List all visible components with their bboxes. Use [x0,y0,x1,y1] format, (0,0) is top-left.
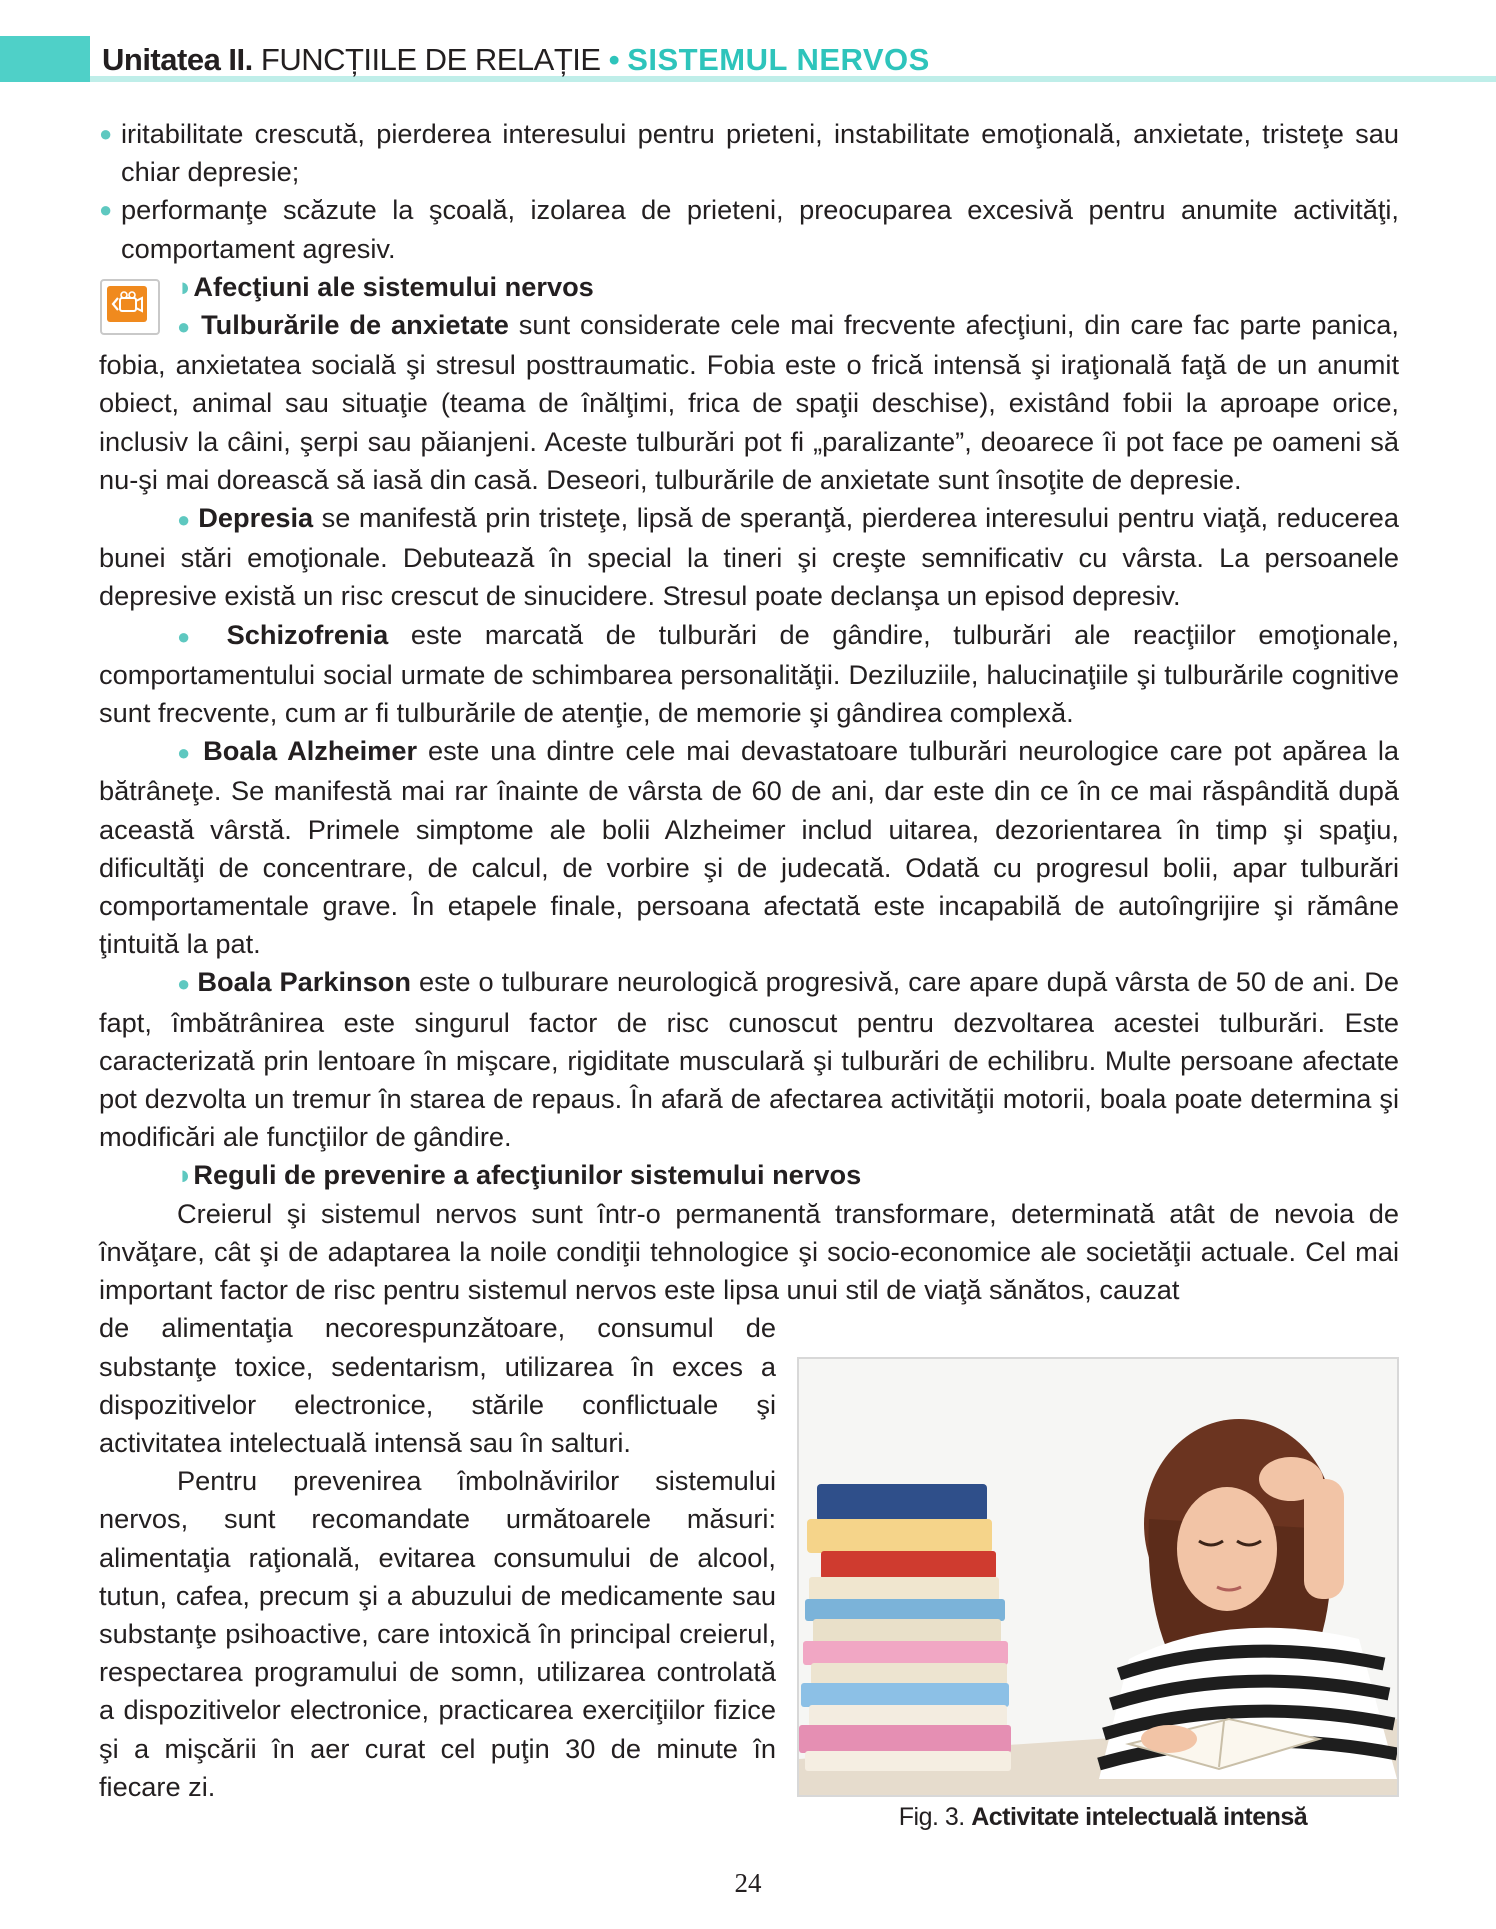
student-books-illustration [799,1359,1397,1795]
bullet-icon: ● [177,971,198,997]
disorder-term: Boala Parkinson [197,966,411,998]
prevention-paragraph-wrap: de alimentaţia necorespunzătoare, consumul de substanţe toxice, sedentarism, utilizarea în exces a dispozitivelor electronice, stările conflictuale şi activitatea intelectuală intensă sau în salturi. [99,1312,776,1458]
disorder-paragraph: ● Boala Parkinson este o tulburare neurologică progresivă, care apare după vârsta de 50 de ani. De fapt, îmbătrânirea este singurul factor de risc cunoscut pentru dezvoltarea acestei tulburări. Este caracterizată prin lentoare în mişcare, rigiditate musculară şi tulburări de echilibru. Multe persoane afectate pot dezvolta un tremur în starea de repaus. În afară de afectarea activităţii motorii, boala poate determina şi modificări ale funcţiilor de gândire. [99,966,1399,1153]
page-number: 24 [734,1868,762,1898]
header-chapter: SISTEMUL NERVOS [627,42,930,77]
bullet-icon: ● [177,314,202,340]
disorder-term: Schizofrenia [226,618,389,650]
header-section: FUNCȚIILE DE RELAȚIE [260,42,601,77]
list-item: ● performanţe scăzute la şcoală, izolarea de prieteni, preocuparea excesivă pentru anumite activităţi, comportament agresiv. [99,191,1399,267]
section-marker-icon: ◗ [177,1159,194,1191]
bullet-icon: ● [177,623,227,649]
figure-caption [803,1800,1403,1834]
bullet-icon: ● [177,740,204,766]
disorder-paragraph: ● Tulburările de anxietate sunt considerate cele mai frecvente afecţiuni, din care fac parte panica, fobia, anxietatea socială şi stresul posttraumatic. Fobia este o frică intensă şi iraţională faţă de un anumit obiect, animal sau situaţie (teama de înălţimi, frica de spaţii deschise), existând fobii la aproape orice, inclusiv la câini, şerpi sau păianjeni. Aceste tulburări pot fi „paralizante”, deoarece îi pot face pe oameni să nu-şi mai dorească să iasă din casă. Deseori, tulburările de anxietate sunt însoţite de depresie. [99,309,1399,495]
figure-photo [797,1357,1399,1797]
prevention-paragraph-intro: Creierul şi sistemul nervos sunt într-o permanentă transformare, determinată atât de nevoia de învăţare, cât şi de adaptarea la noile condiţii tehnologice şi socio-economice ale societăţii actuale. Cel mai important factor de risc pentru sistemul nervos este lipsa unui stil de viaţă sănătos, cauzat [99,1197,1399,1306]
header-accent-tab [0,36,90,82]
section-marker-icon: ◗ [177,270,194,302]
disorder-term: Boala Alzheimer [203,735,418,767]
figure-title: Activitate intelectuală intensă [971,1803,1308,1831]
figure-label: Fig. 3. [898,1803,965,1831]
disorder-paragraph: ● Schizofrenia este marcată de tulburări de gândire, tulburări ale reacţiilor emoţionale, comportamentului social urmate de schimbarea personalităţii. Deziluziile, halucinaţiile şi tulburările cognitive sunt frecvente, cum ar fi tulburările de atenţie, de memorie şi gândirea complexă. [99,618,1399,729]
header-unit: Unitatea II. [102,42,253,77]
prevention-paragraph-measures: Pentru prevenirea îmbolnăvirilor sistemului nervos, sunt recomandate următoarele măsuri: alimentaţia raţională, evitarea consumului de alcool, tutun, cafea, precum şi a abuzului de medicamente sau substanţe psihoactive, care intoxică în principal creierul, respectarea programului de somn, utilizarea controlată a dispozitivelor electronice, practicarea exerciţiilor fizice şi a mişcării în aer curat cel puţin 30 de minute în fiecare zi. [99,1465,776,1802]
bullet-icon: ● [99,197,113,223]
disorder-paragraph: ● Boala Alzheimer este una dintre cele mai devastatoare tulburări neurologice care pot apărea la bătrâneţe. Se manifestă mai rar înainte de vârsta de 60 de ani, dar este din ce în ce mai răspândită după această vârstă. Primele simptome ale bolii Alzheimer includ uitarea, dezorientarea în timp şi spaţiu, dificultăţi de concentrare, de calcul, de vorbire şi de judecată. Odată cu progresul bolii, apar tulburări comportamentale grave. În etapele finale, persoana afectată este incapabilă de autoîngrijire şi rămâne ţintuită la pat. [99,735,1399,960]
disorder-term: Tulburările de anxietate [201,309,509,341]
section-heading-afectiuni: ◗Afecţiuni ale sistemului nervos [177,270,594,302]
bullet-icon: ● [99,121,113,146]
disorder-paragraph: ● Depresia se manifestă prin tristeţe, lipsă de speranţă, pierderea interesului pentru viaţă, reducerea bunei stări emoţionale. Debutează în special la tineri şi creşte semnificativ cu vârsta. La persoanele depresive există un risc crescut de sinucidere. Stresul poate declanşa un episod depresiv. [99,502,1399,612]
section-heading-reguli: ◗Reguli de prevenire a afecţiunilor sistemului nervos [177,1159,862,1191]
bullet-icon: ● [177,507,199,533]
list-item: ● iritabilitate crescută, pierderea interesului pentru prieteni, instabilitate emoţională, anxietate, tristeţe sau chiar depresie; [99,115,1399,191]
running-header [102,38,930,82]
disorder-term: Depresia [198,502,314,534]
header-separator: • [608,42,620,77]
